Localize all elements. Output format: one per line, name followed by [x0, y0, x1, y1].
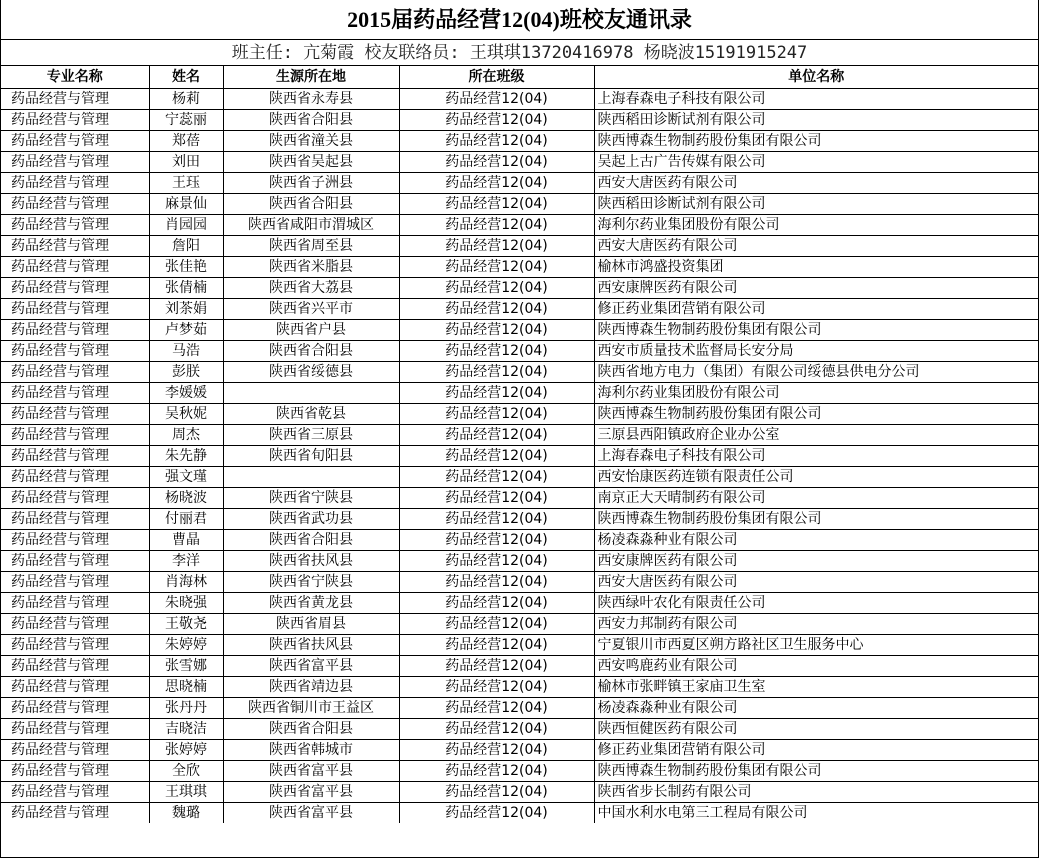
- cell-class: 药品经营12(04): [399, 760, 594, 781]
- cell-name: 朱婷婷: [149, 634, 223, 655]
- table-row: [1, 697, 1038, 718]
- table-row: [1, 508, 1038, 529]
- table-row: [1, 802, 1038, 823]
- table-row: [1, 571, 1038, 592]
- cell-name: 周杰: [149, 424, 223, 445]
- column-header-class: 所在班级: [399, 66, 594, 88]
- cell-major: 药品经营与管理: [1, 256, 149, 277]
- cell-name: 王琪琪: [149, 781, 223, 802]
- cell-major: 药品经营与管理: [1, 130, 149, 151]
- cell-major: 药品经营与管理: [1, 298, 149, 319]
- cell-class: 药品经营12(04): [399, 487, 594, 508]
- cell-origin: 陕西省户县: [223, 319, 399, 340]
- cell-name: 付丽君: [149, 508, 223, 529]
- table-row: [1, 550, 1038, 571]
- cell-name: 王珏: [149, 172, 223, 193]
- cell-major: 药品经营与管理: [1, 508, 149, 529]
- cell-company: 榆林市张畔镇王家庙卫生室: [594, 676, 1038, 697]
- table-row: [1, 256, 1038, 277]
- table-row: [1, 718, 1038, 739]
- cell-class: 药品经营12(04): [399, 256, 594, 277]
- cell-origin: 陕西省黄龙县: [223, 592, 399, 613]
- cell-major: 药品经营与管理: [1, 634, 149, 655]
- cell-origin: [223, 382, 399, 403]
- cell-company: 修正药业集团营销有限公司: [594, 298, 1038, 319]
- cell-company: 陕西博森生物制药股份集团有限公司: [594, 319, 1038, 340]
- cell-name: 王敬尧: [149, 613, 223, 634]
- cell-major: 药品经营与管理: [1, 802, 149, 823]
- cell-class: 药品经营12(04): [399, 718, 594, 739]
- cell-origin: 陕西省米脂县: [223, 256, 399, 277]
- cell-name: 张倩楠: [149, 277, 223, 298]
- cell-company: 陕西恒健医药有限公司: [594, 718, 1038, 739]
- cell-class: 药品经营12(04): [399, 340, 594, 361]
- cell-origin: 陕西省富平县: [223, 802, 399, 823]
- table-row: [1, 193, 1038, 214]
- cell-name: 马浩: [149, 340, 223, 361]
- cell-company: 吴起上古广告传媒有限公司: [594, 151, 1038, 172]
- cell-origin: 陕西省武功县: [223, 508, 399, 529]
- table-row: [1, 781, 1038, 802]
- cell-company: 西安力邦制药有限公司: [594, 613, 1038, 634]
- cell-origin: 陕西省合阳县: [223, 193, 399, 214]
- cell-company: 宁夏银川市西夏区朔方路社区卫生服务中心: [594, 634, 1038, 655]
- cell-name: 李洋: [149, 550, 223, 571]
- cell-class: 药品经营12(04): [399, 655, 594, 676]
- cell-major: 药品经营与管理: [1, 697, 149, 718]
- cell-origin: 陕西省富平县: [223, 655, 399, 676]
- cell-major: 药品经营与管理: [1, 235, 149, 256]
- cell-major: 药品经营与管理: [1, 739, 149, 760]
- cell-origin: 陕西省永寿县: [223, 88, 399, 109]
- cell-class: 药品经营12(04): [399, 592, 594, 613]
- table-row: [1, 151, 1038, 172]
- cell-origin: 陕西省靖边县: [223, 676, 399, 697]
- cell-company: 西安康牌医药有限公司: [594, 277, 1038, 298]
- table-row: [1, 466, 1038, 487]
- cell-origin: 陕西省旬阳县: [223, 445, 399, 466]
- table-row: [1, 340, 1038, 361]
- cell-name: 思晓楠: [149, 676, 223, 697]
- cell-company: 西安鸣鹿药业有限公司: [594, 655, 1038, 676]
- table-row: [1, 613, 1038, 634]
- page-title: 2015届药品经营12(04)班校友通讯录: [1, 0, 1038, 40]
- cell-major: 药品经营与管理: [1, 340, 149, 361]
- header-row: [1, 66, 1038, 88]
- cell-company: 陕西博森生物制药股份集团有限公司: [594, 508, 1038, 529]
- cell-name: 张丹丹: [149, 697, 223, 718]
- cell-class: 药品经营12(04): [399, 319, 594, 340]
- cell-major: 药品经营与管理: [1, 613, 149, 634]
- cell-name: 肖园园: [149, 214, 223, 235]
- table-row: [1, 529, 1038, 550]
- cell-class: 药品经营12(04): [399, 298, 594, 319]
- cell-origin: 陕西省宁陕县: [223, 487, 399, 508]
- cell-class: 药品经营12(04): [399, 235, 594, 256]
- cell-company: 杨凌森淼种业有限公司: [594, 529, 1038, 550]
- cell-name: 詹阳: [149, 235, 223, 256]
- table-row: [1, 760, 1038, 781]
- cell-major: 药品经营与管理: [1, 487, 149, 508]
- cell-major: 药品经营与管理: [1, 193, 149, 214]
- cell-origin: 陕西省合阳县: [223, 718, 399, 739]
- cell-origin: 陕西省兴平市: [223, 298, 399, 319]
- cell-class: 药品经营12(04): [399, 634, 594, 655]
- cell-origin: 陕西省大荔县: [223, 277, 399, 298]
- cell-company: 陕西稻田诊断试剂有限公司: [594, 193, 1038, 214]
- cell-class: 药品经营12(04): [399, 571, 594, 592]
- cell-name: 张婷婷: [149, 739, 223, 760]
- cell-major: 药品经营与管理: [1, 550, 149, 571]
- cell-company: 西安大唐医药有限公司: [594, 172, 1038, 193]
- cell-company: 陕西绿叶农化有限责任公司: [594, 592, 1038, 613]
- cell-class: 药品经营12(04): [399, 802, 594, 823]
- cell-company: 南京正大天晴制药有限公司: [594, 487, 1038, 508]
- cell-class: 药品经营12(04): [399, 382, 594, 403]
- table-row: [1, 319, 1038, 340]
- cell-company: 修正药业集团营销有限公司: [594, 739, 1038, 760]
- cell-major: 药品经营与管理: [1, 760, 149, 781]
- cell-name: 刘茶娟: [149, 298, 223, 319]
- cell-origin: [223, 466, 399, 487]
- cell-class: 药品经营12(04): [399, 214, 594, 235]
- cell-class: 药品经营12(04): [399, 193, 594, 214]
- cell-company: 西安康牌医药有限公司: [594, 550, 1038, 571]
- cell-class: 药品经营12(04): [399, 676, 594, 697]
- cell-class: 药品经营12(04): [399, 424, 594, 445]
- cell-major: 药品经营与管理: [1, 718, 149, 739]
- cell-name: 杨晓波: [149, 487, 223, 508]
- cell-company: 上海春森电子科技有限公司: [594, 445, 1038, 466]
- cell-major: 药品经营与管理: [1, 88, 149, 109]
- cell-major: 药品经营与管理: [1, 151, 149, 172]
- cell-major: 药品经营与管理: [1, 361, 149, 382]
- column-header-major: 专业名称: [1, 66, 149, 88]
- cell-class: 药品经营12(04): [399, 130, 594, 151]
- table-row: [1, 88, 1038, 109]
- cell-origin: 陕西省三原县: [223, 424, 399, 445]
- cell-class: 药品经营12(04): [399, 550, 594, 571]
- cell-major: 药品经营与管理: [1, 319, 149, 340]
- table-row: [1, 298, 1038, 319]
- cell-major: 药品经营与管理: [1, 109, 149, 130]
- cell-name: 吉晓洁: [149, 718, 223, 739]
- cell-name: 肖海林: [149, 571, 223, 592]
- cell-origin: 陕西省合阳县: [223, 340, 399, 361]
- cell-class: 药品经营12(04): [399, 172, 594, 193]
- cell-name: 郑蓓: [149, 130, 223, 151]
- cell-class: 药品经营12(04): [399, 781, 594, 802]
- cell-origin: 陕西省乾县: [223, 403, 399, 424]
- table-row: [1, 382, 1038, 403]
- cell-company: 陕西博森生物制药股份集团有限公司: [594, 760, 1038, 781]
- cell-company: 陕西博森生物制药股份集团有限公司: [594, 130, 1038, 151]
- table-row: [1, 361, 1038, 382]
- cell-company: 西安大唐医药有限公司: [594, 571, 1038, 592]
- table-row: [1, 277, 1038, 298]
- cell-class: 药品经营12(04): [399, 277, 594, 298]
- table-row: [1, 445, 1038, 466]
- cell-major: 药品经营与管理: [1, 277, 149, 298]
- cell-name: 强文瑾: [149, 466, 223, 487]
- cell-company: 上海春森电子科技有限公司: [594, 88, 1038, 109]
- cell-company: 陕西博森生物制药股份集团有限公司: [594, 403, 1038, 424]
- cell-major: 药品经营与管理: [1, 781, 149, 802]
- cell-origin: 陕西省宁陕县: [223, 571, 399, 592]
- table-row: [1, 424, 1038, 445]
- cell-class: 药品经营12(04): [399, 445, 594, 466]
- alumni-table: [1, 66, 1038, 823]
- contact-line: 班主任: 亢菊霞 校友联络员: 王琪琪13720416978 杨晓波15191915247: [1, 40, 1038, 66]
- cell-origin: 陕西省潼关县: [223, 130, 399, 151]
- cell-company: 杨凌森淼种业有限公司: [594, 697, 1038, 718]
- table-row: [1, 109, 1038, 130]
- cell-company: 陕西稻田诊断试剂有限公司: [594, 109, 1038, 130]
- cell-name: 卢梦茹: [149, 319, 223, 340]
- cell-name: 张雪娜: [149, 655, 223, 676]
- column-header-company: 单位名称: [594, 66, 1038, 88]
- cell-major: 药品经营与管理: [1, 214, 149, 235]
- cell-origin: 陕西省富平县: [223, 760, 399, 781]
- cell-name: 吴秋妮: [149, 403, 223, 424]
- cell-major: 药品经营与管理: [1, 592, 149, 613]
- cell-major: 药品经营与管理: [1, 529, 149, 550]
- cell-company: 榆林市鸿盛投资集团: [594, 256, 1038, 277]
- cell-class: 药品经营12(04): [399, 466, 594, 487]
- cell-origin: 陕西省周至县: [223, 235, 399, 256]
- cell-name: 曹晶: [149, 529, 223, 550]
- cell-class: 药品经营12(04): [399, 697, 594, 718]
- cell-major: 药品经营与管理: [1, 445, 149, 466]
- cell-company: 西安大唐医药有限公司: [594, 235, 1038, 256]
- cell-major: 药品经营与管理: [1, 172, 149, 193]
- cell-name: 彭朕: [149, 361, 223, 382]
- cell-major: 药品经营与管理: [1, 571, 149, 592]
- column-header-name: 姓名: [149, 66, 223, 88]
- cell-class: 药品经营12(04): [399, 613, 594, 634]
- cell-origin: 陕西省合阳县: [223, 529, 399, 550]
- cell-company: 中国水利水电第三工程局有限公司: [594, 802, 1038, 823]
- cell-company: 海利尔药业集团股份有限公司: [594, 382, 1038, 403]
- table-row: [1, 676, 1038, 697]
- table-row: [1, 739, 1038, 760]
- cell-major: 药品经营与管理: [1, 424, 149, 445]
- cell-class: 药品经营12(04): [399, 361, 594, 382]
- table-row: [1, 634, 1038, 655]
- cell-company: 陕西省步长制药有限公司: [594, 781, 1038, 802]
- table-row: [1, 214, 1038, 235]
- cell-origin: 陕西省铜川市王益区: [223, 697, 399, 718]
- cell-class: 药品经营12(04): [399, 88, 594, 109]
- cell-major: 药品经营与管理: [1, 403, 149, 424]
- column-header-origin: 生源所在地: [223, 66, 399, 88]
- cell-name: 朱先静: [149, 445, 223, 466]
- cell-class: 药品经营12(04): [399, 403, 594, 424]
- cell-origin: 陕西省富平县: [223, 781, 399, 802]
- table-row: [1, 235, 1038, 256]
- cell-origin: 陕西省眉县: [223, 613, 399, 634]
- cell-class: 药品经营12(04): [399, 151, 594, 172]
- table-row: [1, 592, 1038, 613]
- cell-company: 陕西省地方电力（集团）有限公司绥德县供电分公司: [594, 361, 1038, 382]
- cell-class: 药品经营12(04): [399, 508, 594, 529]
- table-row: [1, 655, 1038, 676]
- cell-major: 药品经营与管理: [1, 676, 149, 697]
- cell-name: 朱晓强: [149, 592, 223, 613]
- cell-name: 宁蕊丽: [149, 109, 223, 130]
- cell-company: 西安市质量技术监督局长安分局: [594, 340, 1038, 361]
- cell-origin: 陕西省合阳县: [223, 109, 399, 130]
- table-row: [1, 487, 1038, 508]
- cell-origin: 陕西省韩城市: [223, 739, 399, 760]
- cell-class: 药品经营12(04): [399, 109, 594, 130]
- cell-class: 药品经营12(04): [399, 529, 594, 550]
- cell-company: 海利尔药业集团股份有限公司: [594, 214, 1038, 235]
- cell-name: 张佳艳: [149, 256, 223, 277]
- cell-name: 刘田: [149, 151, 223, 172]
- cell-origin: 陕西省吴起县: [223, 151, 399, 172]
- cell-origin: 陕西省子洲县: [223, 172, 399, 193]
- cell-major: 药品经营与管理: [1, 466, 149, 487]
- table-row: [1, 130, 1038, 151]
- cell-class: 药品经营12(04): [399, 739, 594, 760]
- cell-origin: 陕西省扶风县: [223, 550, 399, 571]
- cell-origin: 陕西省扶风县: [223, 634, 399, 655]
- cell-company: 西安怡康医药连锁有限责任公司: [594, 466, 1038, 487]
- table-row: [1, 172, 1038, 193]
- cell-name: 全欣: [149, 760, 223, 781]
- cell-company: 三原县西阳镇政府企业办公室: [594, 424, 1038, 445]
- cell-name: 李媛媛: [149, 382, 223, 403]
- cell-major: 药品经营与管理: [1, 655, 149, 676]
- cell-major: 药品经营与管理: [1, 382, 149, 403]
- cell-origin: 陕西省咸阳市渭城区: [223, 214, 399, 235]
- cell-name: 杨莉: [149, 88, 223, 109]
- cell-name: 魏璐: [149, 802, 223, 823]
- table-row: [1, 403, 1038, 424]
- cell-origin: 陕西省绥德县: [223, 361, 399, 382]
- cell-name: 麻景仙: [149, 193, 223, 214]
